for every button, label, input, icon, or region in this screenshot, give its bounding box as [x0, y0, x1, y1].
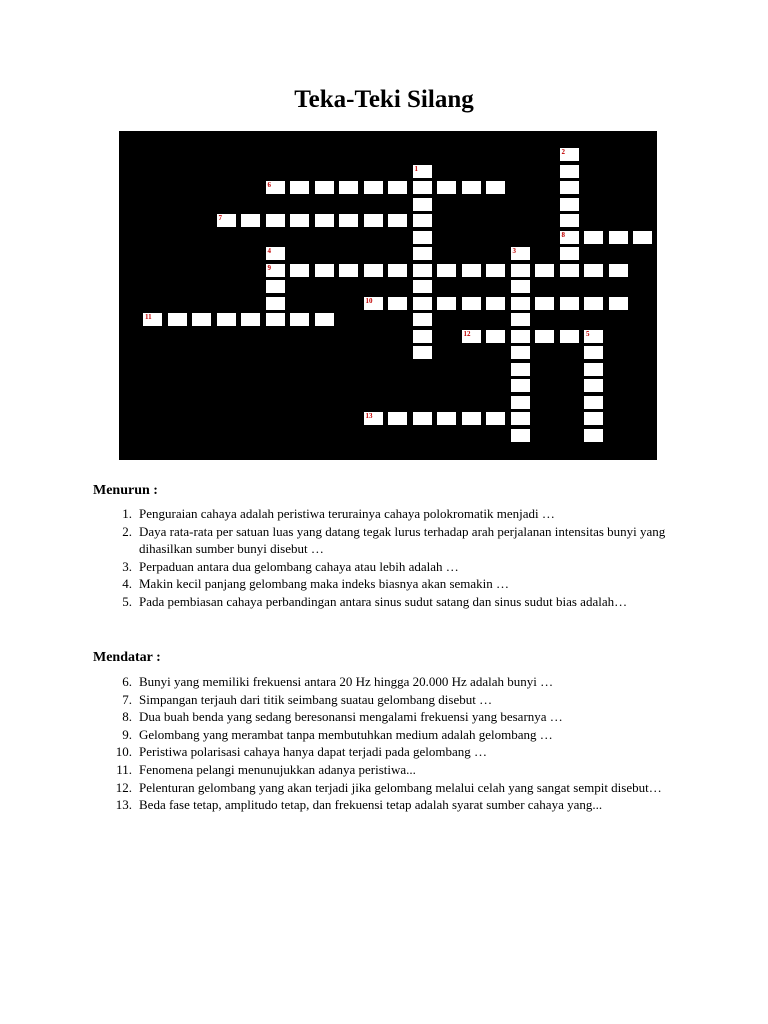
grid-cell[interactable] [510, 312, 531, 327]
grid-cell[interactable] [412, 180, 433, 195]
grid-cell[interactable] [510, 296, 531, 311]
clue-number: 2. [122, 523, 132, 539]
grid-cell[interactable] [583, 362, 604, 377]
grid-cell[interactable] [412, 197, 433, 212]
clue-number: 8. [122, 709, 132, 725]
clue-text: Fenomena pelangi menunujukkan adanya peristiwa... [139, 761, 416, 777]
clue-text: Pelenturan gelombang yang akan terjadi jika gelombang melalui celah yang sangat sempit disebut… [139, 779, 662, 795]
grid-clue-number: 9 [267, 263, 271, 272]
grid-cell[interactable] [338, 263, 359, 278]
grid-cell[interactable] [265, 213, 286, 228]
grid-cell[interactable] [583, 428, 604, 443]
grid-cell[interactable] [559, 213, 580, 228]
grid-clue-number: 1 [414, 164, 418, 173]
clue-number: 10. [115, 744, 132, 760]
grid-cell[interactable] [583, 395, 604, 410]
grid-cell[interactable] [485, 180, 506, 195]
clue-number: 4. [122, 576, 132, 592]
grid-cell[interactable] [412, 296, 433, 311]
grid-cell[interactable] [583, 263, 604, 278]
grid-cell[interactable] [387, 411, 408, 426]
grid-cell[interactable] [559, 246, 580, 261]
clue-item [93, 673, 673, 691]
grid-cell[interactable] [485, 296, 506, 311]
grid-cell[interactable] [583, 296, 604, 311]
grid-clue-number: 5 [586, 329, 590, 338]
grid-cell[interactable] [461, 411, 482, 426]
clue-number: 13. [115, 797, 132, 813]
grid-cell[interactable] [314, 263, 335, 278]
grid-cell[interactable] [583, 345, 604, 360]
grid-cell[interactable] [461, 263, 482, 278]
grid-clue-number: 12 [463, 329, 471, 338]
grid-cell[interactable] [191, 312, 212, 327]
grid-cell[interactable] [412, 329, 433, 344]
grid-cell[interactable] [289, 263, 310, 278]
clue-number: 11. [116, 761, 132, 777]
grid-cell[interactable] [583, 378, 604, 393]
grid-cell[interactable] [240, 312, 261, 327]
grid-cell[interactable] [559, 197, 580, 212]
grid-clue-number: 4 [267, 247, 271, 255]
grid-cell[interactable] [510, 378, 531, 393]
grid-cell[interactable] [510, 428, 531, 443]
grid-cell[interactable] [510, 329, 531, 344]
grid-cell[interactable] [289, 213, 310, 228]
across-clue-list [93, 673, 673, 814]
grid-cell[interactable] [412, 411, 433, 426]
clue-number: 12. [115, 779, 132, 795]
grid-cell[interactable] [583, 230, 604, 245]
grid-clue-number: 13 [365, 412, 373, 420]
grid-cell[interactable] [510, 411, 531, 426]
grid-cell[interactable] [363, 263, 384, 278]
grid-cell[interactable] [608, 296, 629, 311]
grid-cell[interactable] [485, 263, 506, 278]
clue-item [93, 726, 673, 744]
clue-text: Perpaduan antara dua gelombang cahaya atau lebih adalah … [139, 558, 459, 574]
grid-cell[interactable] [559, 329, 580, 344]
grid-cell[interactable] [265, 296, 286, 311]
grid-cell[interactable] [167, 312, 188, 327]
crossword-grid [119, 131, 657, 460]
grid-cell[interactable] [240, 213, 261, 228]
grid-clue-number: 8 [561, 230, 565, 239]
grid-cell[interactable] [216, 312, 237, 327]
clue-text: Daya rata-rata per satuan luas yang datang tegak lurus terhadap arah perjalanan intensitas bunyi yang dihasilkan sumber bunyi disebut … [139, 523, 666, 557]
grid-cell[interactable] [436, 180, 457, 195]
grid-cell[interactable] [387, 180, 408, 195]
clue-item [93, 593, 673, 611]
grid-clue-number: 10 [365, 296, 373, 305]
grid-cell[interactable] [363, 180, 384, 195]
grid-cell[interactable] [534, 329, 555, 344]
grid-cell[interactable] [559, 180, 580, 195]
grid-cell[interactable] [265, 312, 286, 327]
grid-cell[interactable] [412, 279, 433, 294]
grid-cell[interactable] [363, 213, 384, 228]
grid-cell[interactable] [387, 296, 408, 311]
grid-cell[interactable] [534, 296, 555, 311]
grid-cell[interactable] [583, 411, 604, 426]
clue-number: 1. [122, 506, 132, 521]
grid-cell[interactable] [314, 180, 335, 195]
grid-cell[interactable] [461, 180, 482, 195]
grid-cell[interactable] [510, 395, 531, 410]
across-heading: Mendatar : [93, 650, 161, 665]
grid-cell[interactable] [314, 213, 335, 228]
grid-cell[interactable] [412, 230, 433, 245]
grid-cell[interactable] [608, 230, 629, 245]
grid-cell[interactable] [632, 230, 653, 245]
clue-item [93, 523, 673, 558]
grid-cell[interactable] [510, 362, 531, 377]
clue-item [93, 708, 673, 726]
grid-cell[interactable] [485, 329, 506, 344]
grid-cell[interactable] [412, 213, 433, 228]
grid-clue-number: 6 [267, 181, 271, 189]
clue-text: Beda fase tetap, amplitudo tetap, dan frekuensi tetap adalah syarat sumber cahaya yang... [139, 797, 603, 813]
grid-cell[interactable] [412, 312, 433, 327]
down-clue-list [93, 505, 673, 611]
clue-text: Simpangan terjauh dari titik seimbang suatau gelombang disebut … [139, 691, 493, 707]
grid-cell[interactable] [534, 263, 555, 278]
grid-clue-number: 3 [512, 247, 516, 255]
grid-cell[interactable] [412, 246, 433, 261]
clue-number: 6. [122, 674, 132, 689]
grid-cell[interactable] [289, 312, 310, 327]
clue-item [93, 691, 673, 709]
clue-number: 5. [122, 593, 132, 609]
grid-cell[interactable] [436, 296, 457, 311]
clue-text: Penguraian cahaya adalah peristiwa terurainya cahaya polokromatik menjadi … [139, 506, 555, 521]
grid-cell[interactable] [387, 263, 408, 278]
clue-item [93, 505, 673, 523]
grid-cell[interactable] [412, 345, 433, 360]
grid-cell[interactable] [412, 263, 433, 278]
grid-cell[interactable] [559, 164, 580, 179]
grid-cell[interactable] [289, 180, 310, 195]
grid-cell[interactable] [559, 263, 580, 278]
clue-text: Pada pembiasan cahaya perbandingan antara sinus sudut satang dan sinus sudut bias adalah… [139, 593, 628, 609]
clue-text: Bunyi yang memiliki frekuensi antara 20 Hz hingga 20.000 Hz adalah bunyi … [139, 674, 554, 689]
clue-item [93, 779, 673, 797]
clue-item [93, 761, 673, 779]
grid-clue-number: 2 [561, 148, 565, 156]
grid-cell[interactable] [314, 312, 335, 327]
clue-number: 3. [122, 558, 132, 574]
grid-cell[interactable] [510, 263, 531, 278]
page-title: Teka-Teki Silang [294, 86, 474, 113]
grid-cell[interactable] [436, 263, 457, 278]
grid-cell[interactable] [338, 180, 359, 195]
grid-cell[interactable] [436, 411, 457, 426]
clue-text: Dua buah benda yang sedang beresonansi mengalami frekuensi yang besarnya … [139, 709, 563, 725]
grid-clue-number: 11 [145, 313, 152, 321]
clue-text: Gelombang yang merambat tanpa membutuhkan medium adalah gelombang … [139, 726, 553, 742]
grid-cell[interactable] [608, 263, 629, 278]
grid-cell[interactable] [387, 213, 408, 228]
grid-cell[interactable] [559, 296, 580, 311]
clue-number: 9. [122, 726, 132, 742]
clue-item [93, 796, 673, 814]
grid-cell[interactable] [338, 213, 359, 228]
clue-item [93, 558, 673, 576]
grid-cell[interactable] [461, 296, 482, 311]
grid-clue-number: 7 [218, 214, 222, 222]
clue-item [93, 743, 673, 761]
grid-cell[interactable] [510, 345, 531, 360]
clue-number: 7. [122, 691, 132, 707]
clue-text: Peristiwa polarisasi cahaya hanya dapat terjadi pada gelombang … [139, 744, 487, 760]
grid-cell[interactable] [485, 411, 506, 426]
grid-cell[interactable] [510, 279, 531, 294]
down-heading: Menurun : [93, 483, 158, 498]
clue-text: Makin kecil panjang gelombang maka indeks biasnya akan semakin … [139, 576, 510, 592]
clue-item [93, 575, 673, 593]
grid-cell[interactable] [265, 279, 286, 294]
